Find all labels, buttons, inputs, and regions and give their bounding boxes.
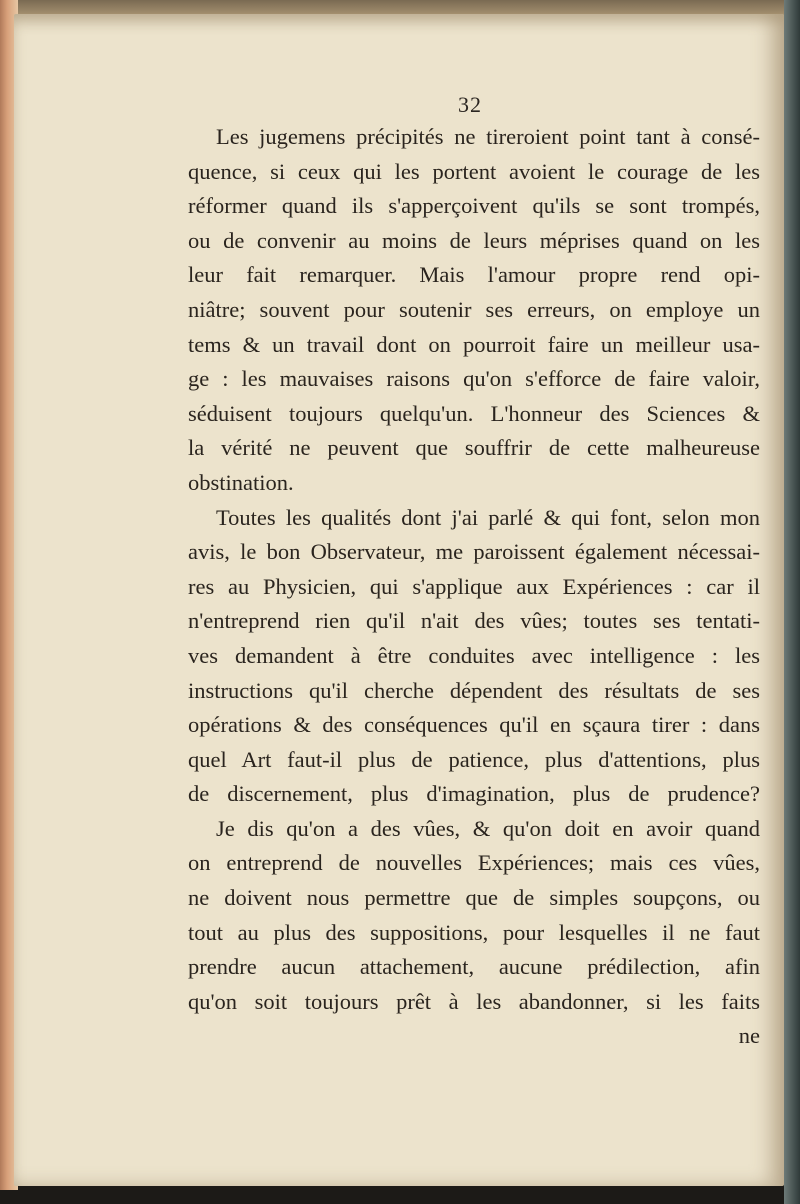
text-line: tout au plus des suppositions, pour lesquelles il ne faut (188, 919, 760, 945)
text-line: séduisent toujours quelqu'un. L'honneur des Sciences & (188, 400, 760, 426)
text-line: leur fait remarquer. Mais l'amour propre rend opi- (188, 262, 760, 288)
text-line: qu'on soit toujours prêt à les abandonner, si les faits (188, 988, 760, 1014)
text-line: res au Physicien, qui s'applique aux Expériences : car il (188, 573, 760, 599)
text-line: la vérité ne peuvent que souffrir de cette malheureuse (188, 435, 760, 461)
page-number: 32 (458, 92, 482, 117)
text-line: quence, si ceux qui les portent avoient le courage de les (188, 158, 760, 184)
book-right-edge (784, 0, 800, 1204)
text-line: tems & un travail dont on pourroit faire un meilleur usa- (188, 331, 760, 357)
text-line: niâtre; souvent pour soutenir ses erreurs, on employe un (188, 296, 760, 322)
catchword: ne (738, 1023, 760, 1049)
text-line: de discernement, plus d'imagination, plus de prudence? (188, 781, 760, 807)
text-line: ou de convenir au moins de leurs méprises quand on les (188, 227, 760, 253)
text-line: opérations & des conséquences qu'il en sçaura tirer : dans (188, 712, 760, 738)
text-line: ge : les mauvaises raisons qu'on s'efforce de faire valoir, (188, 366, 760, 392)
text-line: Je dis qu'on a des vûes, & qu'on doit en avoir quand (216, 815, 760, 841)
text-line: prendre aucun attachement, aucune prédilection, afin (188, 954, 760, 980)
text-line: ne doivent nous permettre que de simples soupçons, ou (188, 885, 760, 911)
text-line: n'entreprend rien qu'il n'ait des vûes; toutes ses tentati- (188, 608, 760, 634)
text-line: réformer quand ils s'apperçoivent qu'ils se sont trompés, (188, 193, 760, 219)
text-line: Les jugemens précipités ne tireroient point tant à consé- (216, 124, 760, 149)
page-text (188, 120, 760, 1054)
text-line: obstination. (188, 469, 294, 495)
text-line: avis, le bon Observateur, me paroissent également nécessai- (188, 539, 760, 565)
text-line: Toutes les qualités dont j'ai parlé & qui font, selon mon (216, 504, 760, 530)
text-line: instructions qu'il cherche dépendent des résultats de ses (188, 677, 760, 703)
text-line: on entreprend de nouvelles Expériences; mais ces vûes, (188, 850, 760, 876)
text-line: ves demandent à être conduites avec intelligence : les (188, 642, 760, 668)
text-line: quel Art faut-il plus de patience, plus d'attentions, plus (188, 746, 760, 772)
